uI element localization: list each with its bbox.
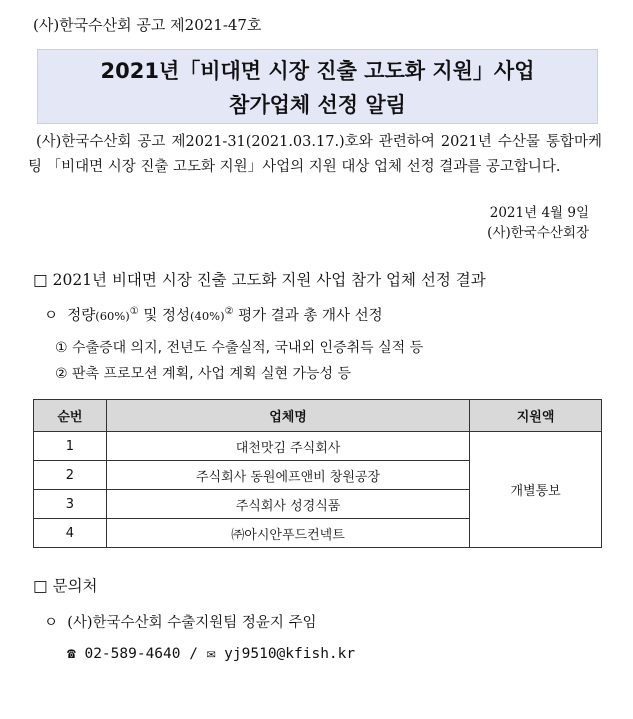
support-amount: 개별통보	[470, 432, 602, 548]
criteria-item-1-text: 수출증대 의지, 전년도 수출실적, 국내외 인증취득 실적 등	[72, 340, 424, 356]
square-bullet-icon: □	[33, 271, 48, 289]
circle-bullet-icon: ㅇ	[44, 615, 59, 631]
row-company: 주식회사 동원에프앤비 창원공장	[106, 461, 469, 490]
qualitative-label: 정성	[162, 308, 191, 324]
contact-separator: /	[189, 646, 198, 662]
circled-two-icon: ②	[55, 366, 68, 382]
square-bullet-icon: □	[33, 577, 48, 595]
row-no: 4	[34, 519, 107, 548]
section-2-title: 문의처	[52, 577, 98, 595]
note-2-marker: ②	[224, 306, 234, 318]
quantitative-percent: (60%)	[95, 309, 130, 323]
evaluation-result-text: 평가 결과 총 개사 선정	[233, 308, 383, 324]
row-company: 대천맛김 주식회사	[106, 432, 469, 461]
body-paragraph: (사)한국수산회 공고 제2021-31(2021.03.17.)호와 관련하여 2021년 수산물 통합마케팅 「비대면 시장 진출 고도화 지원」사업의 지원 대상 업체 선정 결과를 공고합니다.	[28, 134, 602, 175]
section-2-heading	[33, 574, 98, 596]
qualitative-percent: (40%)	[190, 309, 225, 323]
row-company: ㈜아시안푸드컨넥트	[106, 519, 469, 548]
header-no: 순번	[34, 400, 107, 432]
row-no: 3	[34, 490, 107, 519]
issuer: (사)한국수산회장	[487, 225, 589, 241]
header-company: 업체명	[106, 400, 469, 432]
section-1-heading	[33, 268, 486, 290]
email-address: yj9510@kfish.kr	[224, 646, 356, 662]
table-header-row	[34, 400, 602, 432]
quantitative-label: 정량	[67, 308, 96, 324]
email-icon: ✉	[206, 646, 216, 662]
title-banner	[37, 49, 598, 124]
evaluation-summary	[44, 304, 383, 325]
contact-line	[67, 646, 355, 662]
criteria-item-1	[55, 337, 423, 357]
row-no: 2	[34, 461, 107, 490]
note-1-marker: ①	[129, 306, 139, 318]
notice-number: (사)한국수산회 공고 제2021-47호	[33, 16, 262, 34]
circled-one-icon: ①	[55, 340, 68, 356]
criteria-item-2-text: 판촉 프로모션 계획, 사업 계획 실현 가능성 등	[72, 366, 352, 382]
title-line-1: 2021년「비대면 시장 진출 고도화 지원」사업	[100, 59, 535, 83]
row-no: 1	[34, 432, 107, 461]
contact-person: (사)한국수산회 수출지원팀 정윤지 주임	[67, 615, 317, 631]
table-row	[34, 432, 602, 461]
circle-bullet-icon: ㅇ	[44, 308, 59, 324]
criteria-item-2	[55, 363, 351, 383]
issue-block	[487, 203, 589, 243]
header-support: 지원액	[470, 400, 602, 432]
row-company: 주식회사 성경식품	[106, 490, 469, 519]
section-1-title: 2021년 비대면 시장 진출 고도화 지원 사업 참가 업체 선정 결과	[52, 271, 486, 289]
contact-person-line	[44, 611, 317, 632]
phone-number: 02-589-4640	[84, 646, 181, 662]
conjunction: 및	[138, 308, 162, 324]
selection-table	[33, 399, 602, 548]
phone-icon: ☎	[67, 646, 76, 662]
title-line-2: 참가업체 선정 알림	[229, 93, 406, 117]
issue-date: 2021년 4월 9일	[489, 205, 589, 221]
